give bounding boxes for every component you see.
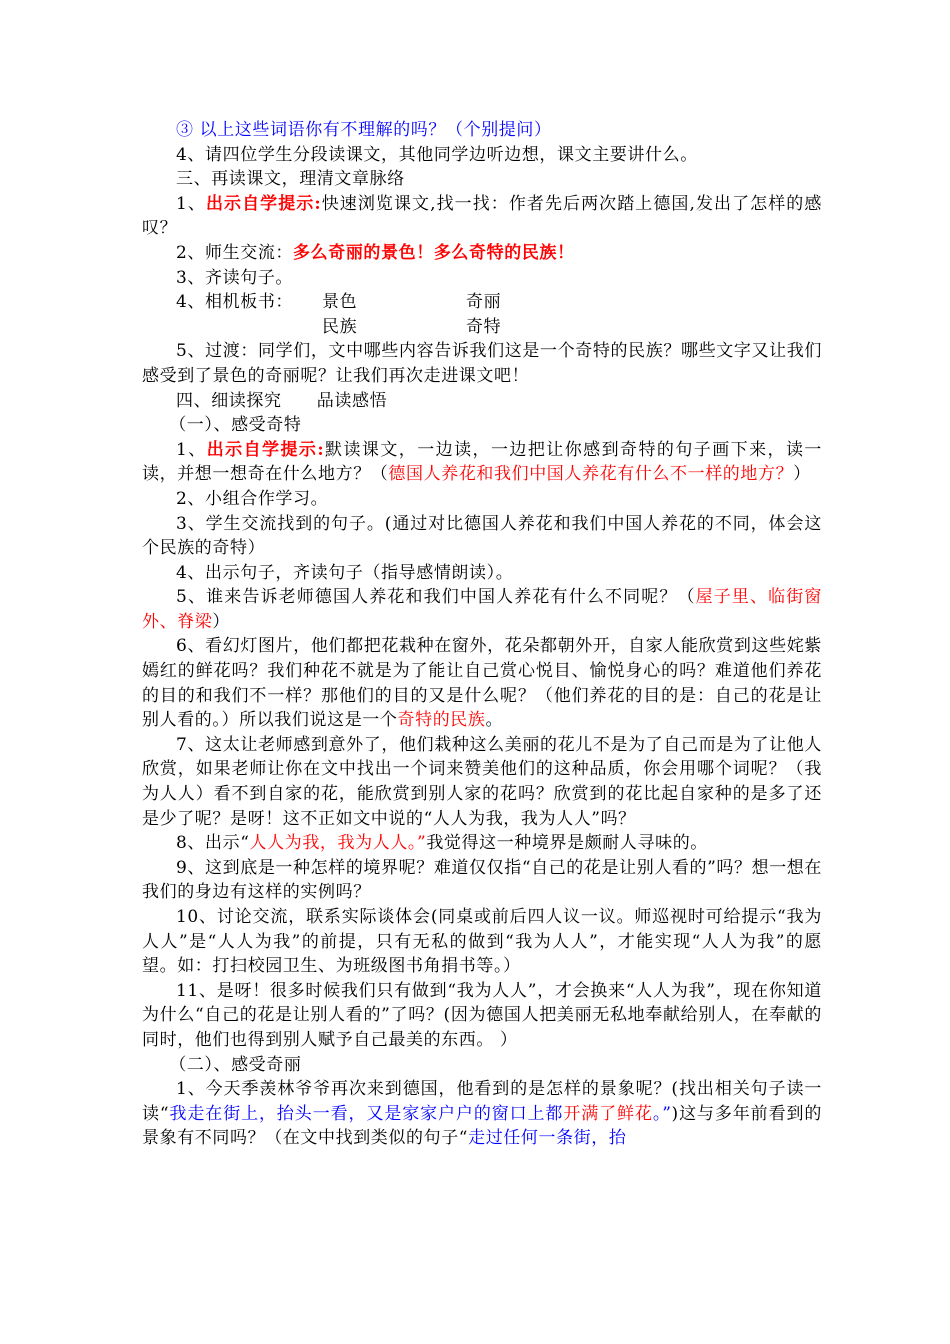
highlight-text: 出示自学提示: <box>205 193 322 214</box>
line-surprise-7 <box>142 733 822 831</box>
text: 3、学生交流找到的句子。(通过对比德国人养花和我们中国人养花的不同，体会这个民族的奇特） <box>142 513 822 559</box>
text: 2、师生交流： <box>176 242 294 263</box>
text: 三、再读课文，理清文章脉络 <box>176 169 405 190</box>
section-heading-3 <box>142 167 822 192</box>
line-yes-11 <box>142 979 822 1053</box>
board-cell: 奇特 <box>466 316 502 337</box>
highlight-text: 奇特的民族 <box>397 710 486 731</box>
section-heading-4 <box>142 389 822 414</box>
text: 4、出示句子，齐读句子（指导感情朗读）。 <box>176 562 514 583</box>
text: （一）、感受奇特 <box>169 415 302 436</box>
text: 5、谁来告诉老师德国人养花和我们中国人养花有什么不同呢？（ <box>176 587 696 608</box>
text: 11、是呀！很多时候我们只有做到“我为人人”，才会换来“人人为我”，现在你知道为什么“自己的花是让别人看的”了吗？(因为德国人把美丽无私地奉献给别人，在奉献的同时，他们也得到别人赋予自己最美的东西。 ） <box>142 980 822 1050</box>
highlight-text: 多么奇丽的景色！多么奇特的民族！ <box>293 242 575 263</box>
board-row-2 <box>142 315 822 340</box>
text: （二）、感受奇丽 <box>169 1054 302 1075</box>
highlight-text: 德国人养花和我们中国人养花有什么不一样的地方？ <box>388 464 794 485</box>
line-discuss-10 <box>142 905 822 979</box>
text: )这与多年前看到的景象有不同吗？（在文中找到类似的句子“ <box>142 1103 822 1149</box>
text: 5、过渡：同学们，文中哪些内容告诉我们这是一个奇特的民族？哪些文字又让我们感受到了景色的奇丽呢？让我们再次走进课文吧！ <box>142 341 822 386</box>
text: 2、小组合作学习。 <box>176 488 329 509</box>
line-diff-5 <box>142 585 822 634</box>
board-cell: 景色 <box>322 292 358 313</box>
text: 8、出示“ <box>176 833 250 854</box>
quote-text: 走过任何一条街，抬 <box>468 1128 627 1149</box>
line-realm-9 <box>142 856 822 905</box>
line-show-4 <box>142 561 822 586</box>
document-page <box>142 118 822 1151</box>
subsection-heading-2 <box>142 1053 822 1078</box>
text: 7、这太让老师感到意外了，他们栽种这么美丽的花儿不是为了自己而是为了让他人欣赏，如果老师让你在文中找出一个词来赞美他们的这种品质，你会用哪个词呢？（我为人人）看不到自家的花，能欣赏到别人家的花吗？欣赏到的花比起自家种的是多了还是少了呢？是呀！这不正如文中说的“人人为我，我为人人”吗？ <box>142 734 822 829</box>
line-hint-1b <box>142 438 822 487</box>
text: 1、 <box>176 439 207 460</box>
line-group-2 <box>142 487 822 512</box>
subsection-heading-1 <box>142 413 822 438</box>
quote-text: 。” <box>652 1103 672 1124</box>
text: 。 <box>485 710 504 731</box>
text: 1、今天季羡林爷爷再次来到德国，他看到的是怎样的景象呢？(找出相关句子读一读“ <box>142 1079 822 1124</box>
text: ） <box>212 611 231 632</box>
board-row-1 <box>142 290 822 315</box>
line-transition-5 <box>142 339 822 388</box>
board-cell: 民族 <box>322 316 358 337</box>
text: ③ 以上这些词语你有不理解的吗？（个别提问） <box>176 120 552 140</box>
text: 3、齐读句子。 <box>176 267 294 288</box>
board-label: 4、相机板书： <box>176 292 294 313</box>
line-show-8 <box>142 831 822 856</box>
text: 我觉得这一种境界是颇耐人寻味的。 <box>426 833 708 854</box>
line-slides-6 <box>142 634 822 732</box>
board-cell: 奇丽 <box>466 292 502 313</box>
highlight-text: 屋子里、临街窗外、脊梁 <box>142 587 822 632</box>
text: 默读课文，一边读，一边把让你感到奇特的句子画下来，读一读，并想一想奇在什么地方？（ <box>142 439 822 485</box>
line-step-4 <box>142 143 822 168</box>
text: 6、看幻灯图片，他们都把花栽种在窗外，花朵都朝外开，自家人能欣赏到这些姹紫嫣红的鲜花吗？我们种花不就是为了能让自己赏心悦目、愉悦身心的吗？难道他们养花的目的和我们不一样？那他们的目的又是什么呢？（他们养花的目的是：自己的花是让别人看的。）所以我们说这是一个 <box>142 636 822 731</box>
line-hint-1 <box>142 192 822 241</box>
text: ） <box>793 464 811 485</box>
line-today-1 <box>142 1077 822 1151</box>
text: 四、细读探究 品读感悟 <box>176 390 388 411</box>
line-exchange-2 <box>142 241 822 266</box>
text: 1、 <box>176 193 206 214</box>
highlight-text: 人人为我，我为人人。” <box>249 833 427 854</box>
quote-text: 我走在街上，抬头一看，又是家家户户的窗口上都 <box>169 1103 564 1124</box>
text: 4、请四位学生分段读课文，其他同学边听边想，课文主要讲什么。 <box>176 144 698 165</box>
line-question-3 <box>142 118 822 143</box>
text: 10、讨论交流，联系实际谈体会(同桌或前后四人议一议。师巡视时可给提示“我为人人”是“人人为我”的前提，只有无私的做到“我为人人”，才能实现“人人为我”的愿望。如：打扫校园卫生、为班级图书角捐书等。） <box>142 907 822 977</box>
highlight-text: 出示自学提示: <box>206 439 325 460</box>
line-read-3 <box>142 266 822 291</box>
text: 快速浏览课文,找一找：作者先后两次踏上德国,发出了怎样的感叹？ <box>142 193 822 239</box>
text: 9、这到底是一种怎样的境界呢？难道仅仅指“自己的花是让别人看的”吗？想一想在我们的身边有这样的实例吗？ <box>142 857 822 903</box>
highlight-text: 开满了鲜花 <box>563 1103 653 1124</box>
line-share-3 <box>142 512 822 561</box>
